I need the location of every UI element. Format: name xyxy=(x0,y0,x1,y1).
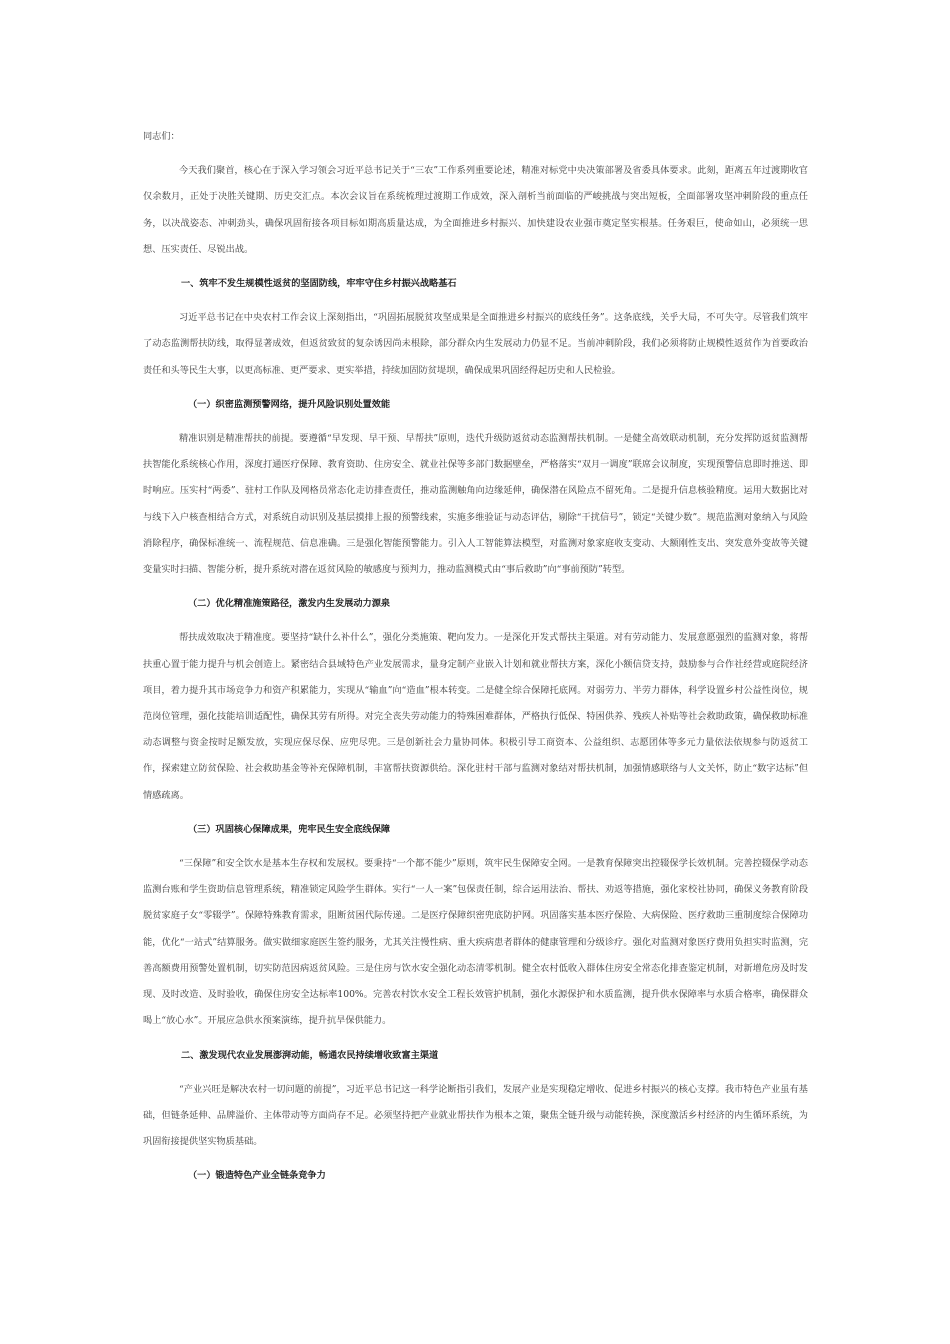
subsection-heading-2-1: （一）锻造特色产业全链条竞争力 xyxy=(188,1170,326,1182)
greeting: 同志们： xyxy=(143,131,180,142)
document-body xyxy=(143,124,808,1198)
section-heading-2: 二、激发现代农业发展澎湃动能，畅通农民持续增收致富主渠道 xyxy=(181,1049,439,1061)
subsection-heading-1-3: （三）巩固核心保障成果，兜牢民生安全底线保障 xyxy=(188,823,391,835)
paragraph-1-2: 帮扶成效取决于精准度。要坚持“缺什么补什么”，强化分类施策、靶向发力。一是深化开发式帮扶主渠道。对有劳动能力、发展意愿强烈的监测对象，将帮扶重心置于能力提升与机会创造上。紧密结合县域特色产业发展需求，量身定制产业嵌入计划和就业帮扶方案，深化小额信贷支持，鼓励参与合作社经营或庭院经济项目，着力提升其市场竞争力和资产积累能力，实现从“输血”向“造血”根本转变。二是健全综合保障托底网。对弱劳力、半劳力群体，科学设置乡村公益性岗位，规范岗位管理，强化技能培训适配性，确保其劳有所得。对完全丧失劳动能力的特殊困难群体，严格执行低保、特困供养、残疾人补贴等社会救助政策，确保救助标准动态调整与资金按时足额发放，实现应保尽保、应兜尽兜。三是创新社会力量协同体。积极引导工商资本、公益组织、志愿团体等多元力量依法依规参与防返贫工作，探索建立防贫保险、社会救助基金等补充保障机制，丰富帮扶资源供给。深化驻村干部与监测对象结对帮扶机制，加强情感联络与人文关怀，防止“数字达标”但情感疏离。 xyxy=(143,632,808,801)
subsection-heading-1-2: （二）优化精准施策路径，激发内生发展动力源泉 xyxy=(188,598,391,610)
paragraph-1-1: 精准识别是精准帮扶的前提。要遵循“早发现、早干预、早帮扶”原则，迭代升级防返贫动态监测帮扶机制。一是健全高效联动机制，充分发挥防返贫监测帮扶智能化系统核心作用，深度打通医疗保障、教育资助、住房安全、就业社保等多部门数据壁垒，严格落实“双月一调度”联席会议制度，实现预警信息即时推送、即时响应。压实村“两委”、驻村工作队及网格员常态化走访排查责任，推动监测触角向边缘延伸，确保潜在风险点不留死角。二是提升信息核验精度。运用大数据比对与线下入户核查相结合方式，对系统自动识别及基层摸排上报的预警线索，实施多维验证与动态评估，剔除“干扰信号”，锁定“关键少数”。规范监测对象纳入与风险消除程序，确保标准统一、流程规范、信息准确。三是强化智能预警能力。引入人工智能算法模型，对监测对象家庭收支变动、大额刚性支出、突发意外变故等关键变量实时扫描、智能分析，提升系统对潜在返贫风险的敏感度与预判力，推动监测模式由“事后救助”向“事前预防”转型。 xyxy=(143,433,808,576)
section-heading-1: 一、筑牢不发生规模性返贫的坚固防线，牢牢守住乡村振兴战略基石 xyxy=(181,278,457,290)
paragraph-intro: 今天我们聚首，核心在于深入学习领会习近平总书记关于“三农”工作系列重要论述，精准对标党中央决策部署及省委具体要求。此刻，距离五年过渡期收官仅余数月，正处于决胜关键期、历史交汇点。本次会议旨在系统梳理过渡期工作成效，深入剖析当前面临的严峻挑战与突出短板，全面部署攻坚冲刺阶段的重点任务，以决战姿态、冲刺劲头，确保巩固衔接各项目标如期高质量达成，为全面推进乡村振兴、加快建设农业强市奠定坚实根基。任务艰巨，使命如山，必须统一思想、压实责任、尽锐出战。 xyxy=(143,165,808,255)
paragraph-section-2: “产业兴旺是解决农村一切问题的前提”，习近平总书记这一科学论断指引我们，发展产业是实现稳定增收、促进乡村振兴的核心支撑。我市特色产业虽有基础，但链条延伸、品牌溢价、主体带动等方面尚存不足。必须坚持把产业就业帮扶作为根本之策，聚焦全链升级与动能转换，深度激活乡村经济的内生循环系统，为巩固衔接提供坚实物质基础。 xyxy=(143,1083,808,1148)
paragraph-1-3: “三保障”和安全饮水是基本生存权和发展权。要秉持“一个都不能少”原则，筑牢民生保障安全网。一是教育保障突出控辍保学长效机制。完善控辍保学动态监测台账和学生资助信息管理系统，精准锁定风险学生群体。实行“一人一案”包保责任制，综合运用法治、帮扶、劝返等措施，强化家校社协同，确保义务教育阶段脱贫家庭子女“零辍学”。保障特殊教育需求，阻断贫困代际传递。二是医疗保障织密兜底防护网。巩固落实基本医疗保险、大病保险、医疗救助三重制度综合保障功能，优化“一站式”结算服务。做实做细家庭医生签约服务，尤其关注慢性病、重大疾病患者群体的健康管理和分级诊疗。强化对监测对象医疗费用负担实时监测，完善高额费用预警处置机制，切实防范因病返贫风险。三是住房与饮水安全强化动态清零机制。健全农村低收入群体住房安全常态化排查鉴定机制，对新增危房及时发现、及时改造、及时验收，确保住房安全达标率100%。完善农村饮水安全工程长效管护机制，强化水源保护和水质监测，提升供水保障率与水质合格率，确保群众喝上“放心水”。开展应急供水预案演练，提升抗旱保供能力。 xyxy=(143,858,808,1027)
paragraph-section-1: 习近平总书记在中央农村工作会议上深刻指出，“巩固拓展脱贫攻坚成果是全面推进乡村振兴的底线任务”。这条底线，关乎大局，不可失守。尽管我们筑牢了动态监测帮扶防线，取得显著成效，但返贫致贫的复杂诱因尚未根除，部分群众内生发展动力仍显不足。当前冲刺阶段，我们必须将防止规模性返贫作为首要政治责任和头等民生大事，以更高标准、更严要求、更实举措，持续加固防贫堤坝，确保成果巩固经得起历史和人民检验。 xyxy=(143,312,808,376)
subsection-heading-1-1: （一）织密监测预警网络，提升风险识别处置效能 xyxy=(188,398,391,410)
